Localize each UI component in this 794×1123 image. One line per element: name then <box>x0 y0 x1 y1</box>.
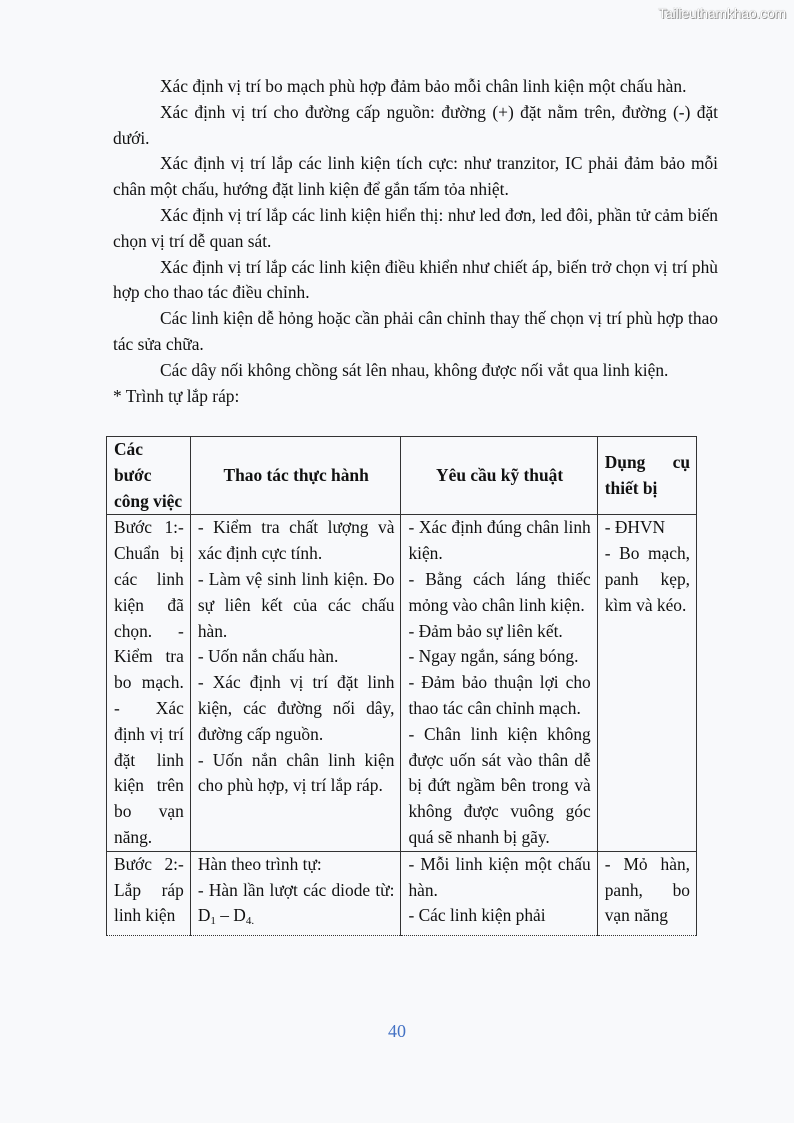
action-item: - Uốn nắn chân linh kiện cho phù hợp, vị trí lắp ráp. <box>197 749 395 796</box>
paragraph: Các dây nối không chồng sát lên nhau, không được nối vắt qua linh kiện. <box>160 359 669 380</box>
paragraph: Các linh kiện dễ hỏng hoặc cần phải cân chỉnh thay thế chọn vị trí phù hợp thao tác sửa chữa. <box>113 308 718 354</box>
action-item: - Uốn nắn chấu hàn. <box>197 646 339 667</box>
paragraph: Xác định vị trí lắp các linh kiện hiển thị: như led đơn, led đôi, phần tử cảm biến chọn vị trí dễ quan sát. <box>113 204 718 251</box>
paragraph: Xác định vị trí cho đường cấp nguồn: đường (+) đặt nằm trên, đường (-) đặt dưới. <box>113 101 718 148</box>
tool-item: - ĐHVN <box>604 517 666 538</box>
table-row <box>107 515 697 851</box>
header-tools: Dụng cụ thiết bị <box>597 437 696 515</box>
actions-cell <box>190 515 401 851</box>
requirement-item: - Xác định đúng chân linh kiện. <box>408 517 591 564</box>
step-cell: Bước 1:- Chuẩn bị các linh kiện đã chọn. - Kiểm tra bo mạch. - Xác định vị trí đặt linh kiện trên bo vạn năng. <box>107 515 191 851</box>
tools-cell <box>597 515 696 851</box>
action-item: - Làm vệ sinh linh kiện. Đo sự liên kết của các chấu hàn. <box>197 568 395 641</box>
tool-item: - Bo mạch, panh kẹp, kìm và kéo. <box>604 543 690 615</box>
section-heading: * Trình tự lắp ráp: <box>113 385 240 406</box>
page-number: 40 <box>388 1021 406 1041</box>
step-cell: Bước 2:- Lắp ráp linh kiện <box>107 851 191 935</box>
requirements-cell <box>401 515 597 851</box>
tool-item: - Mỏ hàn, panh, bo vạn năng <box>604 853 690 926</box>
requirements-cell <box>401 851 597 935</box>
subscript: 4. <box>245 915 255 928</box>
action-item: - Kiểm tra chất lượng và xác định cực tính. <box>197 517 395 564</box>
requirement-item: - Ngay ngắn, sáng bóng. <box>408 646 579 667</box>
actions-cell <box>190 851 401 935</box>
watermark: Tailieuthamkhao.com <box>658 5 786 21</box>
table-row <box>107 851 697 935</box>
action-item: - Xác định vị trí đặt linh kiện, các đường nối dây, đường cấp nguồn. <box>197 672 395 744</box>
table-header-row <box>107 437 697 515</box>
requirement-item: - Chân linh kiện không được uốn sát vào thân dễ bị đứt ngầm bên trong và không được vuông góc quá sẽ nhanh bị gãy. <box>408 723 591 847</box>
assembly-steps-table <box>106 436 697 936</box>
header-actions: Thao tác thực hành <box>190 437 401 515</box>
action-item: - Hàn lần lượt các diode từ: $D_1 - D_{4.}$ <box>197 879 395 928</box>
requirement-item: - Các linh kiện phải <box>408 905 546 926</box>
header-steps: Các bước công việc <box>107 437 191 515</box>
subscript: 1 <box>210 915 216 928</box>
requirement-item: - Bằng cách láng thiếc mỏng vào chân linh kiện. <box>408 568 591 615</box>
tools-cell <box>597 851 696 935</box>
paragraph: Xác định vị trí lắp các linh kiện tích cực: như tranzitor, IC phải đảm bảo mỗi chân một chấu, hướng đặt linh kiện để gắn tấm tỏa nhiệt. <box>113 153 718 200</box>
action-item: Hàn theo trình tự: <box>197 853 322 874</box>
requirement-item: - Mỗi linh kiện một chấu hàn. <box>408 853 591 900</box>
body-text <box>113 74 718 409</box>
paragraph: Xác định vị trí bo mạch phù hợp đảm bảo mỗi chân linh kiện một chấu hàn. <box>160 76 687 96</box>
paragraph: Xác định vị trí lắp các linh kiện điều khiển như chiết áp, biến trở chọn vị trí phù hợp cho thao tác điều chỉnh. <box>113 256 718 303</box>
requirement-item: - Đảm bảo thuận lợi cho thao tác cân chỉnh mạch. <box>408 672 591 718</box>
header-requirements: Yêu cầu kỹ thuật <box>401 437 597 515</box>
requirement-item: - Đảm bảo sự liên kết. <box>408 620 563 641</box>
